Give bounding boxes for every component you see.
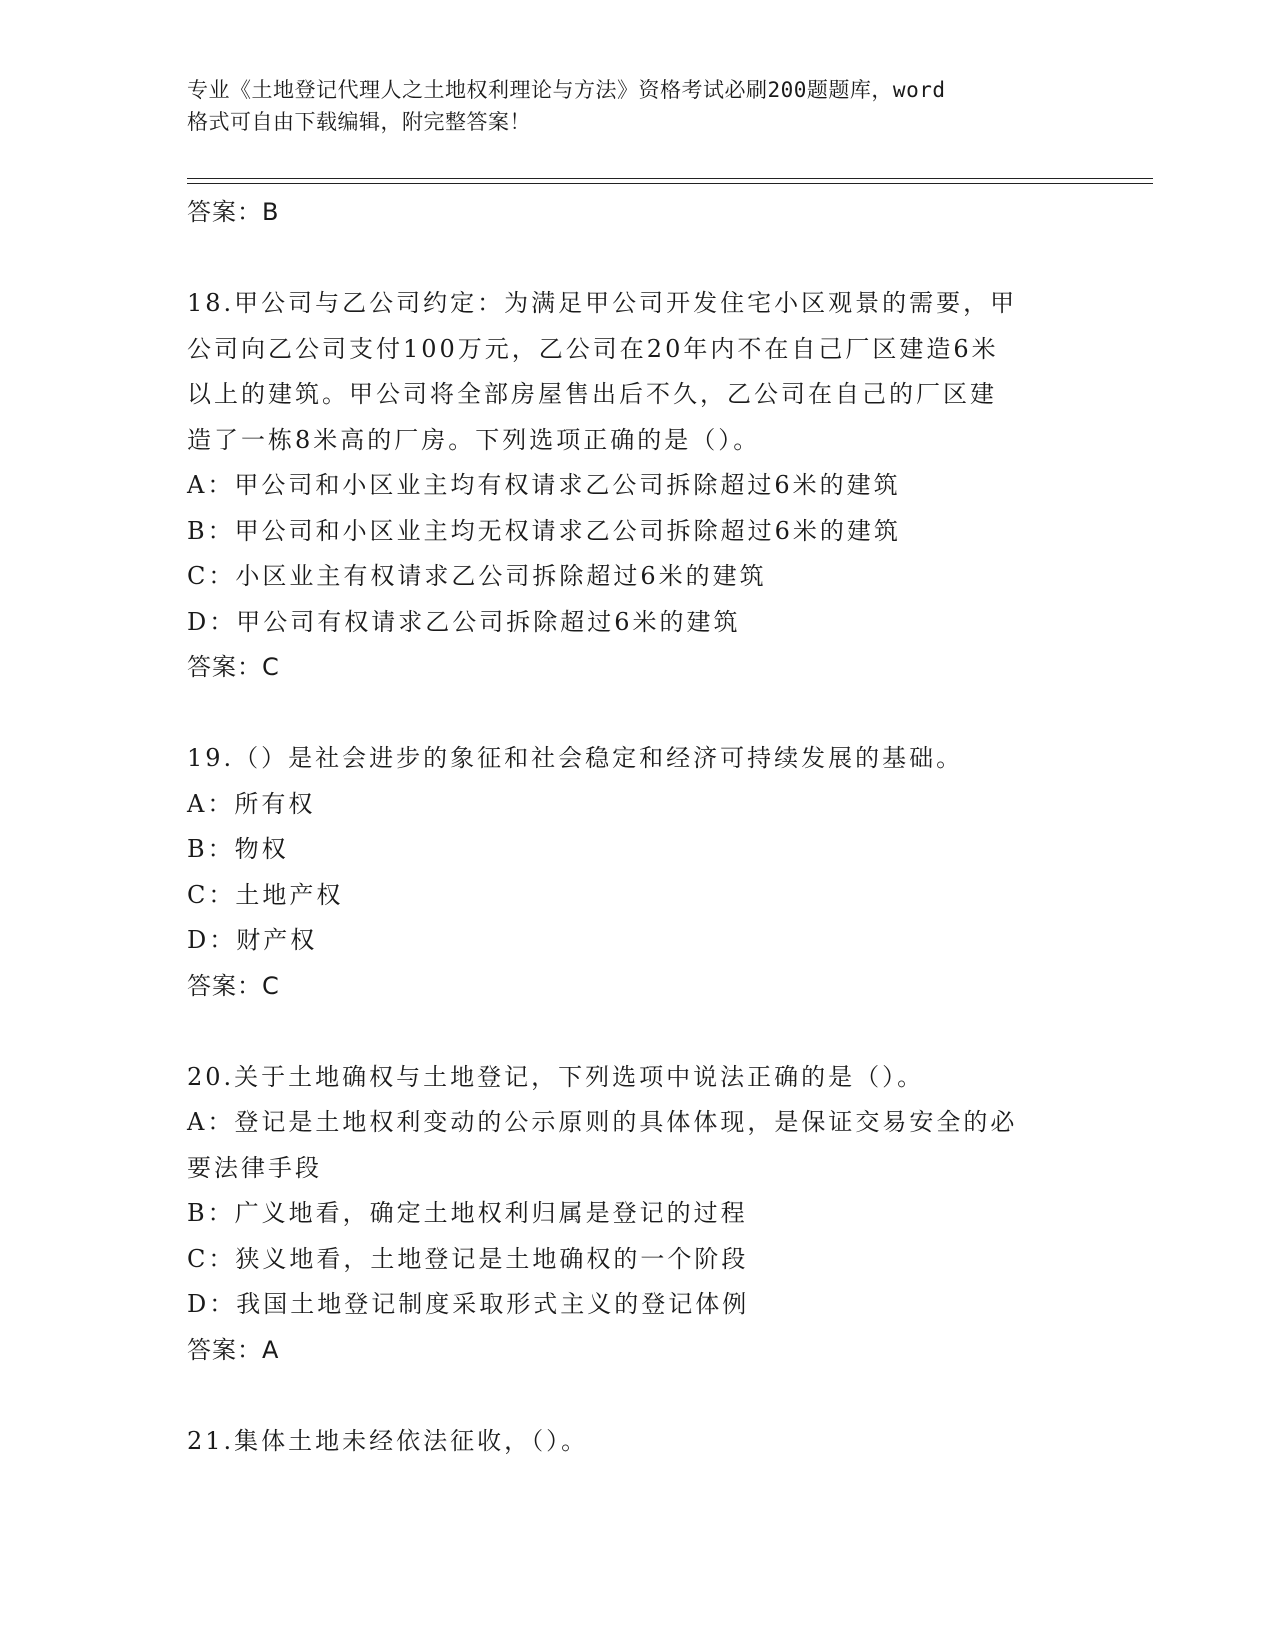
- answer-line: 答案：A: [187, 1335, 280, 1364]
- question-text: 21.集体土地未经依法征收，（）。: [187, 1426, 589, 1455]
- option-d: D：甲公司有权请求乙公司拆除超过6米的建筑: [187, 607, 741, 636]
- spacer: [187, 691, 1087, 737]
- question-21: [187, 1419, 1087, 1465]
- question-text: 以上的建筑。甲公司将全部房屋售出后不久，乙公司在自己的厂区建: [187, 380, 997, 408]
- option-b: B：甲公司和小区业主均无权请求乙公司拆除超过6米的建筑: [187, 516, 901, 545]
- header-divider-bottom: [187, 183, 1153, 184]
- question-text: 造了一栋8米高的厂房。下列选项正确的是（）。: [187, 425, 761, 454]
- question-18: [187, 281, 1087, 691]
- header-divider-top: [187, 178, 1153, 179]
- spacer: [187, 236, 1087, 282]
- header-line-2: 格式可自由下载编辑，附完整答案！: [187, 110, 531, 134]
- answer-line: 答案：B: [187, 198, 280, 226]
- option-a: A：登记是土地权利变动的公示原则的具体体现，是保证交易安全的必: [187, 1108, 1018, 1136]
- option-d: D：我国土地登记制度采取形式主义的登记体例: [187, 1290, 750, 1318]
- option-a: A：甲公司和小区业主均有权请求乙公司拆除超过6米的建筑: [187, 471, 901, 499]
- option-c: C：狭义地看，土地登记是土地确权的一个阶段: [187, 1244, 749, 1273]
- answer-line: 答案：C: [187, 653, 280, 681]
- question-19: [187, 736, 1087, 1009]
- option-a: A：所有权: [187, 789, 316, 818]
- question-20: [187, 1055, 1087, 1374]
- question-text: 公司向乙公司支付100万元，乙公司在20年内不在自己厂区建造6米: [187, 334, 999, 363]
- option-b: B：广义地看，确定土地权利归属是登记的过程: [187, 1199, 748, 1227]
- question-text: 19.（）是社会进步的象征和社会稳定和经济可持续发展的基础。: [187, 744, 964, 772]
- option-c: C：土地产权: [187, 880, 344, 909]
- spacer: [187, 1373, 1087, 1419]
- document-header: [187, 74, 1067, 138]
- option-c: C：小区业主有权请求乙公司拆除超过6米的建筑: [187, 562, 767, 590]
- option-a-continued: 要法律手段: [187, 1153, 322, 1182]
- option-d: D：财产权: [187, 926, 318, 954]
- question-text: 20.关于土地确权与土地登记，下列选项中说法正确的是（）。: [187, 1062, 925, 1091]
- spacer: [187, 1009, 1087, 1055]
- answer-line: 答案：C: [187, 971, 280, 1000]
- header-line-1: 专业《土地登记代理人之土地权利理论与方法》资格考试必刷200题题库，word: [187, 78, 946, 102]
- option-b: B：物权: [187, 835, 289, 863]
- question-text: 18.甲公司与乙公司约定：为满足甲公司开发住宅小区观景的需要，甲: [187, 289, 1018, 317]
- question-list: [187, 190, 1087, 1464]
